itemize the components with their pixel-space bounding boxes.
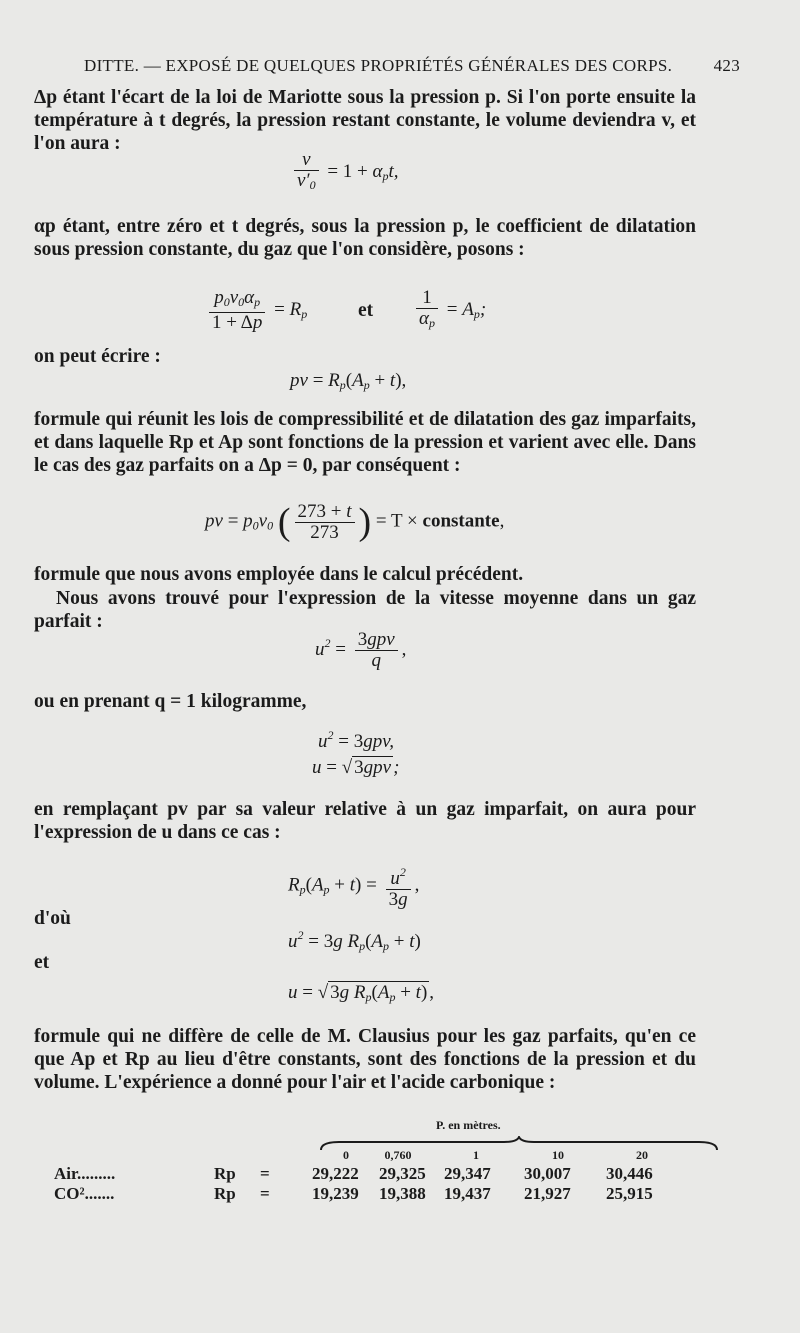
equation-10: $u^2 = 3g$ $R_p(A_p + t)$ (288, 928, 421, 953)
equation-9: $R_p(A_p + t)$ = $\frac{u^2}{3g}$ , (288, 862, 419, 910)
label-constante: constante (422, 510, 500, 532)
paragraph-3: on peut écrire : (34, 346, 161, 367)
page-number: 423 (713, 56, 740, 75)
equation-7: $u^2 = 3gpv$, (318, 728, 394, 752)
table-cell-eq: = (260, 1164, 270, 1183)
label-d-ou: d'où (34, 908, 71, 929)
table-cell: 19,437 (444, 1184, 491, 1203)
table-cell: 19,239 (312, 1184, 359, 1203)
table-cell: 29,347 (444, 1164, 491, 1183)
equation-3: $\frac{1}{\alpha_p}$ = $A_p$; (412, 288, 486, 333)
paragraph-2: αp étant, entre zéro et t degrés, sous la pression p, le coefficient de dilatation sous pression constante, du gaz que l'on considère, posons : (34, 216, 696, 260)
table-cell-symbol: Rp (214, 1184, 236, 1203)
table-col-header: 1 (473, 1148, 479, 1162)
table-col-header: 20 (636, 1148, 648, 1162)
equation-1: $\frac{v}{v'_0}$ = $1 + \alpha_pt$, (290, 150, 399, 195)
table-cell: 29,222 (312, 1164, 359, 1183)
equation-4: pv = $R_p(A_p + t)$, (290, 370, 407, 392)
equation-5: pv = $p_0v_0$ ( $\frac{273 + t}{273}$ ) = T × constante, (205, 500, 505, 543)
label-et-left: et (34, 952, 50, 973)
paragraph-9: formule qui ne diffère de celle de M. Clausius pour les gaz parfaits, qu'en ce que Ap et Rp au lieu d'être constants, sont des fonctions de la pression et du volume. L'expérience a donné pour l'air et l'acide carbonique : (34, 1026, 696, 1093)
table-cell-symbol: Rp (214, 1164, 236, 1183)
equation-8: u = √ 3gpv ; (312, 757, 400, 778)
table-cell: 25,915 (606, 1184, 653, 1203)
equation-2: $\frac{p_0v_0\alpha_p}{1 + \Delta p}$ = $R_p$ (205, 288, 307, 333)
paragraph-5: formule que nous avons employée dans le calcul précédent. (34, 564, 524, 585)
table-cell: 19,388 (379, 1184, 426, 1203)
table-cell-eq: = (260, 1184, 270, 1203)
table-cell-gas: Air......... (54, 1164, 116, 1183)
paragraph-1: Δp étant l'écart de la loi de Mariotte sous la pression p. Si l'on porte ensuite la température à t degrés, la pression restant constante, le volume deviendra v, et l'on aura : (34, 87, 696, 154)
table-col-header: 10 (552, 1148, 564, 1162)
paragraph-6: Nous avons trouvé pour l'expression de la vitesse moyenne dans un gaz parfait : (34, 588, 696, 632)
table-unit-label: P. en mètres. (436, 1118, 501, 1132)
header-title: DITTE. — EXPOSÉ DE QUELQUES PROPRIÉTÉS GÉNÉRALES DES CORPS. (84, 56, 673, 75)
table-col-header: 0,760 (384, 1148, 412, 1162)
table-cell: 30,446 (606, 1164, 653, 1183)
table-cell: 29,325 (379, 1164, 426, 1183)
equation-11: u = √ 3g $R_p(A_p + t)$ , (288, 982, 435, 1004)
paragraph-7: ou en prenant q = 1 kilogramme, (34, 691, 307, 712)
table-col-header: 0 (343, 1148, 349, 1162)
paragraph-8: en remplaçant pv par sa valeur relative à un gaz imparfait, on aura pour l'expression de u dans ce cas : (34, 799, 696, 843)
equation-6: $u^2$ = $\frac{\text{3gpv}}{q}$ , (315, 629, 407, 671)
table-cell: 21,927 (524, 1184, 571, 1203)
paragraph-4: formule qui réunit les lois de compressibilité et de dilatation des gaz imparfaits, et dans laquelle Rp et Ap sont fonctions de la pression et varient avec elle. Dans le cas des gaz parfaits on a Δp = 0, par conséquent : (34, 409, 696, 476)
table-row (34, 1164, 714, 1184)
label-et: et (358, 300, 374, 321)
table-cell: 30,007 (524, 1164, 571, 1183)
table-row (34, 1184, 714, 1204)
table-cell-gas: CO²....... (54, 1184, 115, 1203)
